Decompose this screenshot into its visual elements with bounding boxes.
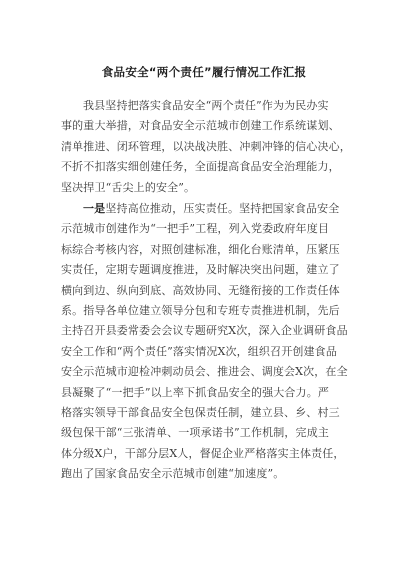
paragraph-line: 跑出了国家食品安全示范城市创建“加速度”。 xyxy=(61,467,285,481)
paragraph-line: 坚决捍卫“舌尖上的安全”。 xyxy=(61,180,196,194)
paragraph-line: 清单推进、闭环管理，以决战决胜、冲刺冲锋的信心决心， xyxy=(61,139,351,153)
paragraph-first-line xyxy=(61,199,348,219)
paragraph-line: 体分级X户，干部分层X人，督促企业严格落实主体责任， xyxy=(61,446,345,460)
paragraph-line: 事的重大举措，对食品安全示范城市创建工作系统谋划、 xyxy=(61,119,340,133)
paragraph-2 xyxy=(61,199,348,484)
paragraph-line: 不折不扣落实细创建任务，全面提高食品安全治理能力， xyxy=(61,160,340,174)
paragraph-line-text: 坚持高位推动，压实责任。坚持把国家食品安全 xyxy=(105,202,340,215)
paragraph-line: 标综合考核内容，对照创建标准，细化台账清单，压紧压 xyxy=(61,242,340,256)
paragraph-line: 安全工作和“两个责任”落实情况X次，组织召开创建食品 xyxy=(61,344,337,358)
paragraph-line: 安全示范城市迎检冲刺动员会、推进会、调度会X次，在全 xyxy=(61,365,348,379)
document-title: 食品安全“两个责任”履行情况工作汇报 xyxy=(101,65,307,79)
paragraph-line: 系。指导各单位建立领导分包和专班专责推进机制，先后 xyxy=(61,303,340,317)
paragraph-line: 主持召开县委常委会会议专题研究X次，深入企业调研食品 xyxy=(61,324,348,338)
paragraph-line: 格落实领导干部食品安全包保责任制，建立县、乡、村三 xyxy=(61,405,340,419)
paragraph-line: 实责任，定期专题调度推进，及时解决突出问题，建立了 xyxy=(61,263,340,277)
paragraph-line: 级包保干部“三张清单、一项承诺书”工作机制，完成主 xyxy=(61,426,329,440)
paragraph-line: 县凝聚了“一把手”以上率下抓食品安全的强大合力。严 xyxy=(61,385,329,399)
paragraph-line: 我县坚持把落实食品安全“两个责任”作为为民办实 xyxy=(83,99,329,112)
paragraph-line: 示范城市创建作为“一把手”工程，列入党委政府年度目 xyxy=(61,222,329,236)
paragraph-line: 横向到边、纵向到底、高效协同、无缝衔接的工作责任体 xyxy=(61,283,340,297)
paragraph-1 xyxy=(61,96,351,198)
paragraph-lead: 一是 xyxy=(83,202,106,215)
